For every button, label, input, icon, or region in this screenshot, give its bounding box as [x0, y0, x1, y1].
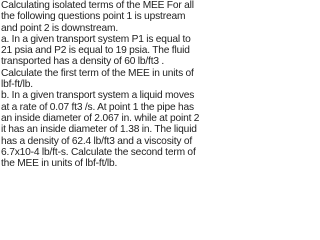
question-part-a: a. In a given transport system P1 is equal to 21 psia and P2 is equal to 19 psia. The fluid transported has a density of 60 lb/ft3 . Calculate the first term of the MEE in units of lbf-ft/lb. — [1, 33, 194, 91]
question-text — [1, 0, 200, 169]
question-part-b: b. In a given transport system a liquid moves at a rate of 0.07 ft3 /s. At point 1 the pipe has an inside diameter of 2.067 in. while at point 2 it has an inside diameter of 1.38 in. The liquid has a density of 62.4 lb/ft3 and a viscosity of 6.7x10-4 lb/ft-s. Calculate the second term of the MEE in units of lbf-ft/lb. — [1, 90, 200, 170]
question-intro: Calculating isolated terms of the MEE For all the following questions point 1 is upstream and point 2 is downstream. — [1, 0, 194, 34]
